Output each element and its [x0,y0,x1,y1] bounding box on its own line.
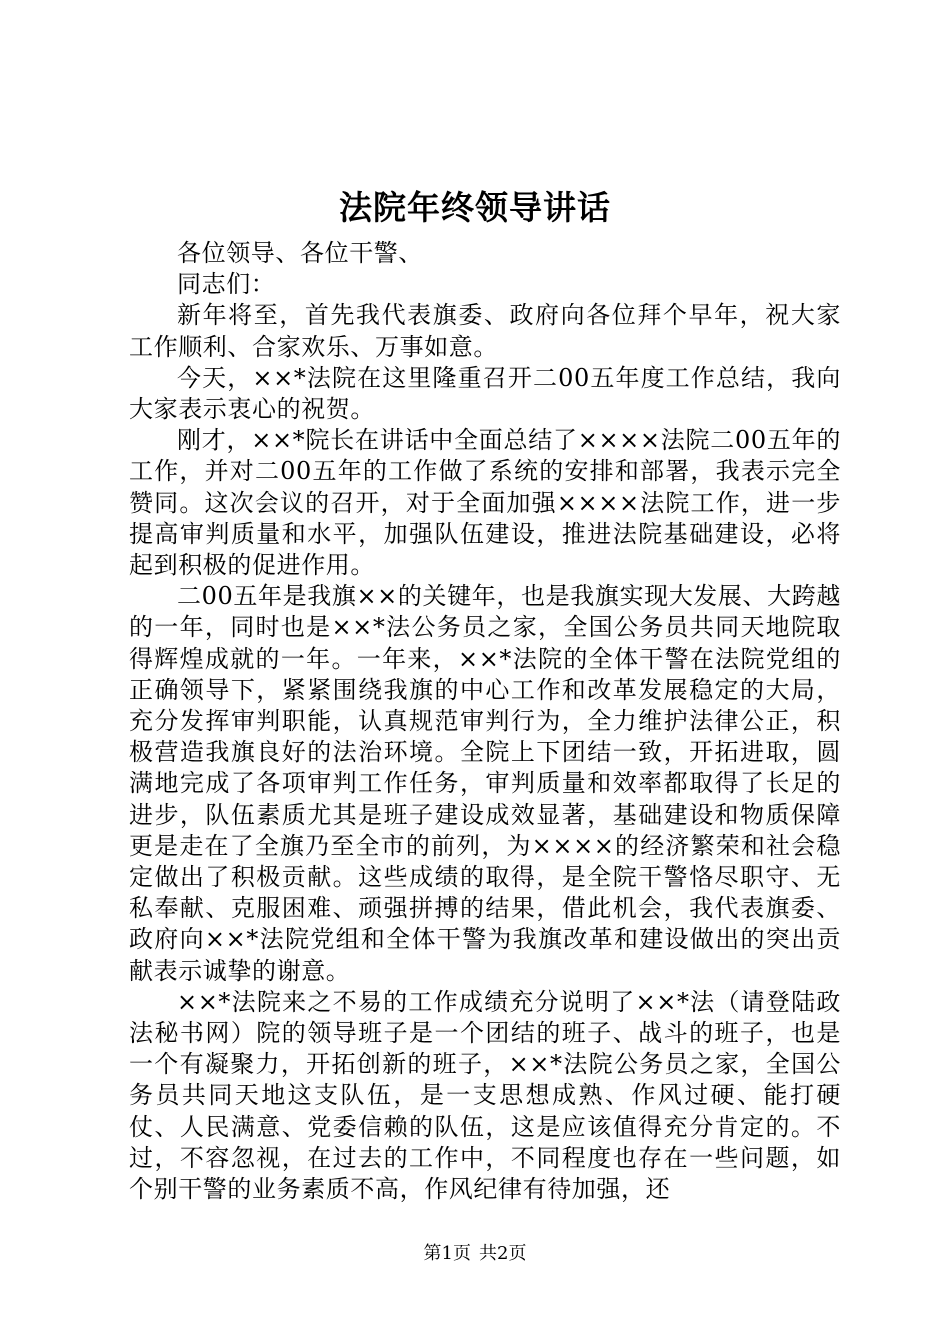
body-paragraph: ××*法院来之不易的工作成绩充分说明了××*法（请登陆政法秘书网）院的领导班子是一个团结的班子、战斗的班子，也是一个有凝聚力，开拓创新的班子，××*法院公务员之家，全国公务员共同天地这支队伍，是一支思想成熟、作风过硬、能打硬仗、人民满意、党委信赖的队伍，这是应该值得充分肯定的。不过，不容忽视，在过去的工作中，不同程度也存在一些问题，如个别干警的业务素质不高，作风纪律有待加强，还 [129,987,841,1204]
page-footer [0,1242,950,1266]
salutation-line-2: 同志们： [177,270,276,299]
salutation-line-1: 各位领导、各位干警、 [177,239,423,267]
page-total: 共2页 [479,1243,527,1264]
body-paragraph: 刚才，××*院长在讲话中全面总结了××××法院二00五年的工作，并对二00五年的工作做了系统的安排和部署，我表示完全赞同。这次会议的召开，对于全面加强××××法院工作，进一步提高审判质量和水平，加强队伍建设，推进法院基础建设，必将起到积极的促进作用。 [129,426,841,580]
document-body [129,238,841,1205]
body-paragraph: 二00五年是我旗××的关键年，也是我旗实现大发展、大跨越的一年，同时也是××*法公务员之家，全国公务员共同天地院取得辉煌成就的一年。一年来，××*法院的全体干警在法院党组的正确领导下，紧紧围绕我旗的中心工作和改革发展稳定的大局，充分发挥审判职能，认真规范审判行为，全力维护法律公正，积极营造我旗良好的法治环境。全院上下团结一致，开拓进取，圆满地完成了各项审判工作任务，审判质量和效率都取得了长足的进步，队伍素质尤其是班子建设成效显著，基础建设和物质保障更是走在了全旗乃至全市的前列，为××××的经济繁荣和社会稳定做出了积极贡献。这些成绩的取得，是全院干警恪尽职守、无私奉献、克服困难、顽强拼搏的结果，借此机会，我代表旗委、政府向××*法院党组和全体干警为我旗改革和建设做出的突出贡献表示诚挚的谢意。 [129,582,841,985]
page-number: 第1页 [423,1243,471,1264]
body-paragraph: 今天，××*法院在这里隆重召开二00五年度工作总结，我向大家表示衷心的祝贺。 [129,363,841,424]
document-title: 法院年终领导讲话 [339,188,611,227]
body-paragraph: 新年将至，首先我代表旗委、政府向各位拜个早年，祝大家工作顺利、合家欢乐、万事如意。 [129,301,841,361]
